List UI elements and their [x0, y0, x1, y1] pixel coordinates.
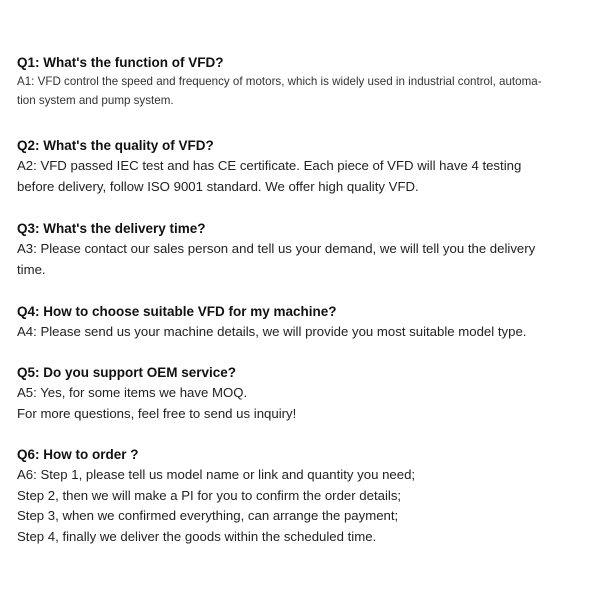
faq-answer-line: Step 4, finally we deliver the goods within the scheduled time. [17, 528, 377, 544]
faq-question: Q2: What's the quality of VFD? [17, 138, 214, 153]
faq-answer-line: tion system and pump system. [17, 93, 174, 107]
faq-item-q6 [17, 447, 583, 547]
faq-answer-line: A1: VFD control the speed and frequency of motors, which is widely used in industrial control, automa- [17, 75, 542, 88]
faq-answer [17, 156, 583, 197]
faq-item-q4 [17, 304, 583, 343]
faq-answer [17, 239, 583, 280]
faq-answer-line: A6: Step 1, please tell us model name or link and quantity you need; [17, 467, 416, 482]
faq-answer-line: before delivery, follow ISO 9001 standard. We offer high quality VFD. [17, 178, 419, 194]
faq-question: Q6: How to order ? [17, 447, 139, 462]
faq-question: Q5: Do you support OEM service? [17, 365, 237, 380]
faq-answer [17, 73, 583, 110]
faq-item-q1 [17, 55, 583, 110]
faq-question: Q3: What's the delivery time? [17, 221, 206, 236]
faq-item-q3 [17, 221, 583, 280]
faq-item-q2 [17, 138, 583, 197]
faq-answer-line: A2: VFD passed IEC test and has CE certificate. Each piece of VFD will have 4 testing [17, 158, 522, 173]
faq-answer-line: A4: Please send us your machine details, we will provide you most suitable model type. [17, 324, 527, 339]
faq-answer-line: A5: Yes, for some items we have MOQ. [17, 385, 248, 400]
faq-answer-line: Step 2, then we will make a PI for you to confirm the order details; [17, 487, 402, 503]
faq-answer [17, 322, 583, 343]
faq-answer-line: Step 3, when we confirmed everything, can arrange the payment; [17, 508, 399, 523]
faq-question: Q1: What's the function of VFD? [17, 55, 224, 70]
faq-question: Q4: How to choose suitable VFD for my machine? [17, 304, 337, 319]
faq-answer-line: For more questions, feel free to send us inquiry! [17, 405, 297, 421]
faq-answer [17, 465, 583, 547]
faq-item-q5 [17, 365, 583, 424]
faq-answer [17, 383, 583, 424]
faq-answer-line: A3: Please contact our sales person and tell us your demand, we will tell you the delivery [17, 241, 536, 256]
faq-answer-line: time. [17, 261, 46, 277]
